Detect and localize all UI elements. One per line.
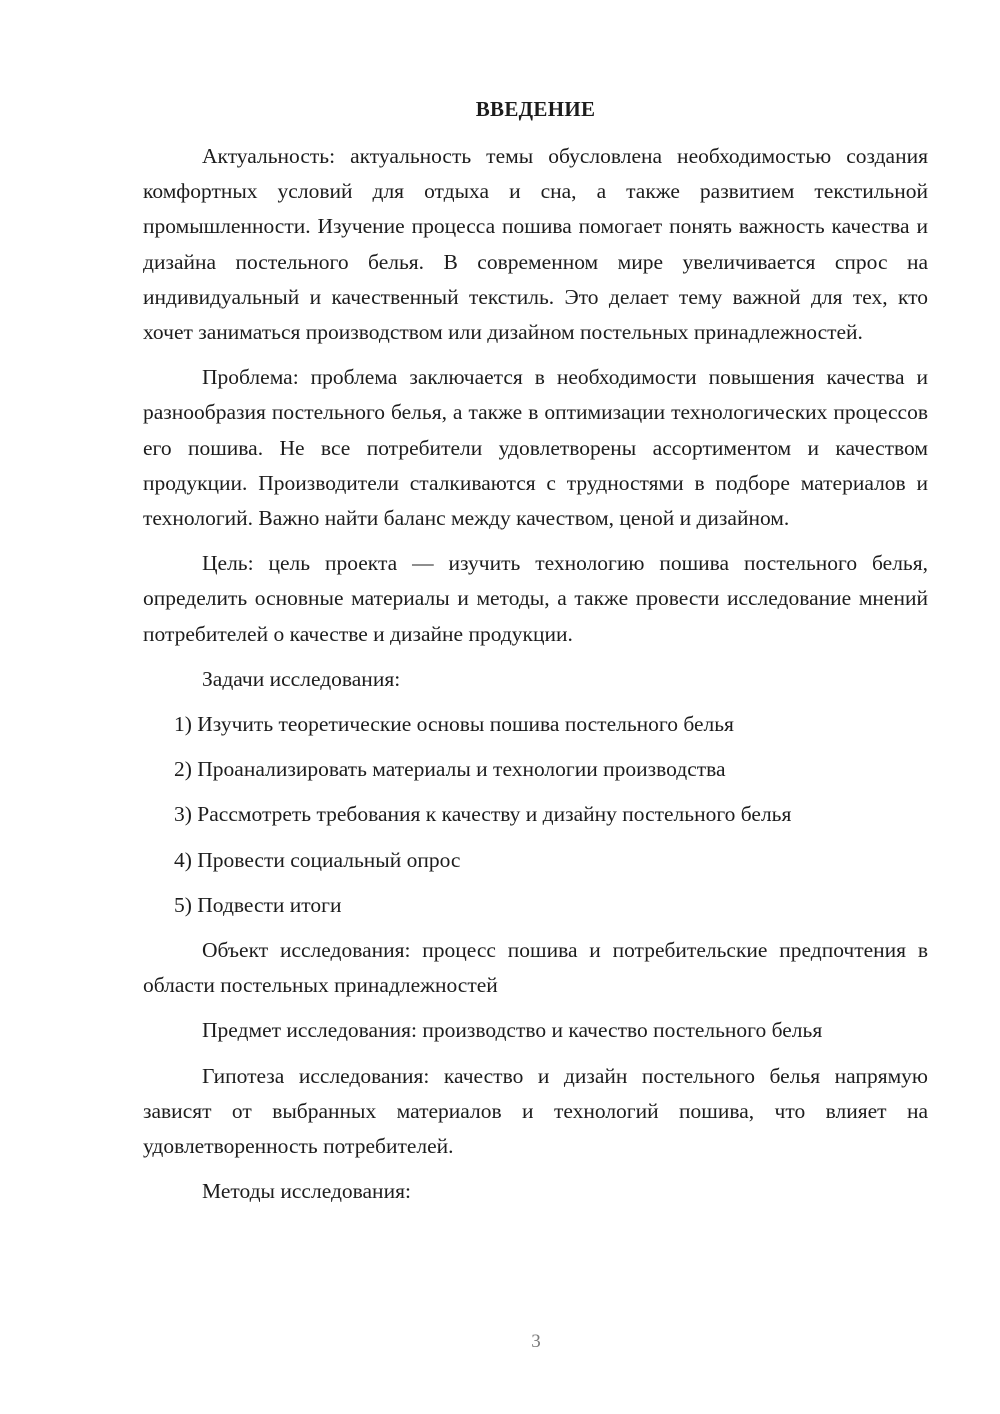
methods-heading: Методы исследования: xyxy=(202,1179,411,1204)
goal-paragraph: Цель: цель проекта — изучить технологию пошива постельного белья, определить основные материалы и методы, а также провести исследование мнений потребителей о качестве и дизайне продукции. xyxy=(143,551,928,646)
hypothesis-paragraph: Гипотеза исследования: качество и дизайн постельного белья напрямую зависят от выбранных материалов и технологий пошива, что влияет на удовлетворенность потребителей. xyxy=(143,1063,928,1159)
task-item: 4) Провести социальный опрос xyxy=(174,847,461,872)
task-item: 2) Проанализировать материалы и технологии производства xyxy=(174,757,726,782)
problem-paragraph: Проблема: проблема заключается в необходимости повышения качества и разнообразия постельного белья, а также в оптимизации технологических процессов его пошива. Не все потребители удовлетворены ассортиментом и качеством продукции. Производители сталкиваются с трудностями в подборе материалов и технологий. Важно найти баланс между качеством, ценой и дизайном. xyxy=(143,365,928,531)
relevance-paragraph: Актуальность: актуальность темы обусловлена необходимостью создания комфортных условий для отдыха и сна, а также развитием текстильной промышленности. Изучение процесса пошива помогает понять важность качества и дизайна постельного белья. В современном мире увеличивается спрос на индивидуальный и качественный текстиль. Это делает тему важной для тех, кто хочет заниматься производством или дизайном постельных принадлежностей. xyxy=(143,144,928,345)
page-content xyxy=(143,92,928,1219)
object-paragraph: Объект исследования: процесс пошива и потребительские предпочтения в области постельных принадлежностей xyxy=(143,938,928,998)
section-title: ВВЕДЕНИЕ xyxy=(475,97,596,121)
task-item: 3) Рассмотреть требования к качеству и дизайну постельного белья xyxy=(174,802,792,827)
page-number: 3 xyxy=(531,1331,541,1352)
task-item: 5) Подвести итоги xyxy=(174,892,342,917)
tasks-list xyxy=(143,707,928,923)
subject-paragraph: Предмет исследования: производство и качество постельного белья xyxy=(202,1018,823,1043)
task-item: 1) Изучить теоретические основы пошива постельного белья xyxy=(174,712,734,737)
tasks-heading: Задачи исследования: xyxy=(202,666,401,691)
